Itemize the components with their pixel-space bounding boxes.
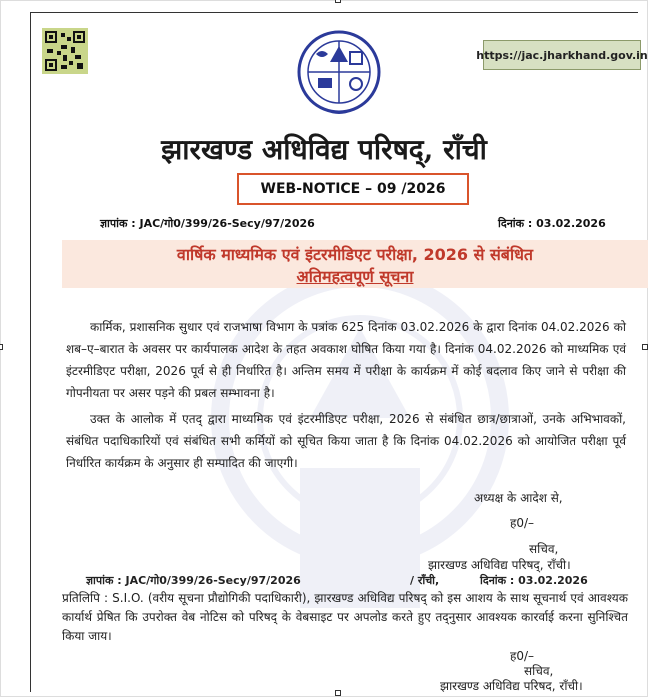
footer-designation: सचिव, — [524, 664, 554, 678]
website-url[interactable]: https://jac.jharkhand.gov.in — [476, 48, 648, 62]
signature-org: झारखण्ड अधिविद्य परिषद्, राँची। — [428, 558, 571, 572]
footer-memo-number: ज्ञापांक : JAC/गो0/399/26-Secy/97/2026 — [86, 574, 301, 587]
qr-code[interactable] — [42, 28, 88, 74]
notice-number: WEB-NOTICE – 09 /2026 — [260, 181, 446, 197]
memo-number: ज्ञापांक : JAC/गो0/399/26-Secy/97/2026 — [100, 217, 315, 230]
memo-date: दिनांक : 03.02.2026 — [498, 217, 606, 230]
subject-line-2: अतिमहत्वपूर्ण सूचना — [296, 267, 414, 286]
body-paragraph-1: कार्मिक, प्रशासनिक सुधार एवं राजभाषा विभाग के पत्रांक 625 दिनांक 03.02.2026 के द्वारा दिनांक 04.02.2026 को शब–ए–बारात के अवसर पर कार्यपालक आदेश के तहत अवकाश घोषित किया गया है। दिनांक 04.02.2026 को माध्यमिक एवं इंटरमीडिएट परीक्षा, 2026 पूर्व से ही निर्धारित है। अन्तिम समय में परीक्षा के कार्यक्रम में कोई बदलाव किए जाने से परीक्षा की गोपनीयता पर असर पड़ने की प्रबल सम्भावना है। — [66, 320, 626, 400]
subject-line-1: वार्षिक माध्यमिक एवं इंटरमीडिएट परीक्षा, 2026 से संबंधित — [176, 245, 534, 264]
organization-title: झारखण्ड अधिविद्य परिषद्, राँची — [161, 133, 487, 166]
footer-sd: ह0/– — [510, 649, 535, 663]
footer-org: झारखण्ड अधिविद्य परिषद, राँची। — [440, 679, 583, 693]
signature-order: अध्यक्ष के आदेश से, — [474, 491, 563, 505]
resize-handle-bottom[interactable] — [335, 690, 341, 696]
signature-designation: सचिव, — [529, 542, 559, 556]
footer-place: / राँची, — [410, 574, 440, 587]
resize-handle-top[interactable] — [335, 0, 341, 3]
website-url-box[interactable] — [476, 40, 648, 70]
qr-code-icon — [45, 31, 85, 71]
jac-emblem-icon — [296, 28, 382, 118]
resize-handle-left[interactable] — [0, 344, 3, 350]
signature-sd: ह0/– — [510, 516, 535, 530]
notice-number-box — [237, 173, 469, 205]
resize-handle-right[interactable] — [642, 344, 648, 350]
subject-banner — [62, 240, 648, 288]
footer-date: दिनांक : 03.02.2026 — [480, 574, 588, 587]
copy-to-paragraph: प्रतिलिपि : S.I.O. (वरीय सूचना प्रौद्योगिकी पदाधिकारी), झारखण्ड अधिविद्य परिषद् को इस आशय के साथ सूचनार्थ एवं आवश्यक कार्यार्थ प्रेषित कि उपरोक्त वेब नोटिस को परिषद् के वेबसाइट पर अपलोड करते हुए तद्नुसार आवश्यक कारर्वाई करना सुनिश्चित किया जाय। — [62, 591, 628, 643]
body-paragraph-2: उक्त के आलोक में एतद् द्वारा माध्यमिक एवं इंटरमीडिएट परीक्षा, 2026 से संबंधित छात्र/छात्राओं, उनके अभिभावकों, संबंधित पदाधिकारियों एवं संबंधित सभी कर्मियों को सूचित किया जाता है कि दिनांक 04.02.2026 को आयोजित परीक्षा पूर्व निर्धारित कार्यक्रम के अनुसार ही सम्पादित की जाएगी। — [66, 412, 626, 470]
